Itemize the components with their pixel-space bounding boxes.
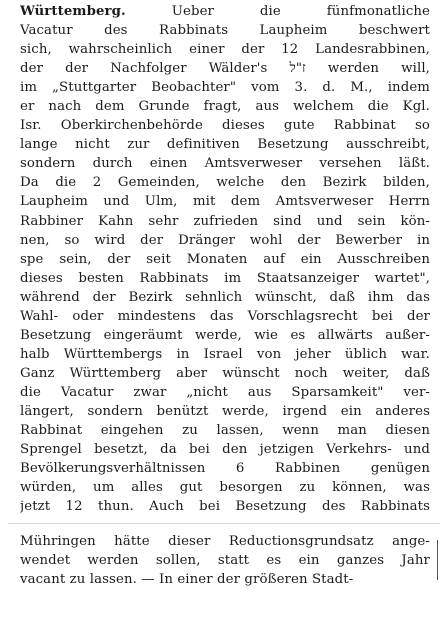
article-line: Isr. Oberkirchenbehörde dieses gute Rabbinat so bbox=[20, 118, 430, 134]
article-line-text: Ueber die fünfmonatliche bbox=[171, 4, 430, 19]
article-line: lange nicht zur definitiven Besetzung ausschreibt, bbox=[20, 137, 430, 153]
continuation-line: Mühringen hätte dieser Reductionsgrundsatz ange- bbox=[20, 534, 430, 549]
article-line: die Vacatur zwar „nicht aus Sparsamkeit" ver- bbox=[20, 384, 430, 400]
article-line-1 bbox=[20, 2, 430, 21]
article-line: halb Württembergs in Israel von jeher üblich war. bbox=[20, 346, 430, 362]
column-break-divider bbox=[8, 523, 440, 524]
article-heading: Württemberg. bbox=[20, 4, 126, 19]
article-line: sondern durch einen Amtsverweser versehen läßt. bbox=[20, 156, 430, 172]
article-line: im „Stuttgarter Beobachter" vom 3. d. M., indem bbox=[20, 80, 430, 96]
article-line: sich, wahrscheinlich einer der 12 Landesrabbinen, bbox=[20, 42, 430, 58]
article-line: würden, um alles gut besorgen zu können, was bbox=[20, 480, 430, 496]
article-line: längert, sondern benützt werde, irgend ein anderes bbox=[20, 403, 430, 419]
continuation-line: wendet werden sollen, statt es ein ganzes Jahr bbox=[20, 553, 430, 569]
continuation-line: vacant zu lassen. — In einer der größeren Stadt- bbox=[20, 572, 354, 588]
article-line: Rabbinat eingehen zu lassen, wenn man diesen bbox=[20, 423, 430, 439]
article-line: spe sein, der seit Monaten auf ein Ausschreiben bbox=[20, 251, 430, 267]
article-line: nen, so wird der Dränger wohl der Bewerber in bbox=[20, 232, 430, 248]
article-line: Sprengel besetzt, da bei den jetzigen Verkehrs- und bbox=[20, 442, 430, 458]
article-line: Ganz Württemberg aber wünscht noch weiter, daß bbox=[20, 365, 430, 381]
article-line: jetzt 12 thun. Auch bei Besetzung des Rabbinats bbox=[20, 499, 430, 515]
article-line: Bevölkerungsverhältnissen 6 Rabbinen genügen bbox=[20, 461, 430, 477]
article-main-column bbox=[20, 2, 430, 516]
article-line: Da die 2 Gemeinden, welche den Bezirk bilden, bbox=[20, 175, 430, 191]
article-line: dieses besten Rabbinats im Staatsanzeiger wartet", bbox=[20, 270, 430, 286]
article-line: während der Bezirk sehnlich wünscht, daß ihm das bbox=[20, 289, 430, 305]
article-line: Vacatur des Rabbinats Laupheim beschwert bbox=[20, 23, 430, 39]
article-line: der der Nachfolger Wälder's ז"ל werden will, bbox=[20, 61, 430, 77]
article-line: Rabbiner Kahn sehr zufrieden sind und sein kön- bbox=[20, 213, 430, 229]
article-line: Besetzung eingeräumt werde, wie es allwärts außer- bbox=[20, 327, 430, 343]
column-rule bbox=[437, 540, 438, 580]
article-line: Wahl- oder mindestens das Vorschlagsrecht bei der bbox=[20, 308, 430, 324]
article-line: er nach dem Grunde fragt, aus welchem die Kgl. bbox=[20, 99, 430, 115]
article-line: Laupheim und Ulm, mit dem Amtsverweser Herrn bbox=[20, 194, 430, 210]
article-continuation-column bbox=[20, 532, 430, 589]
